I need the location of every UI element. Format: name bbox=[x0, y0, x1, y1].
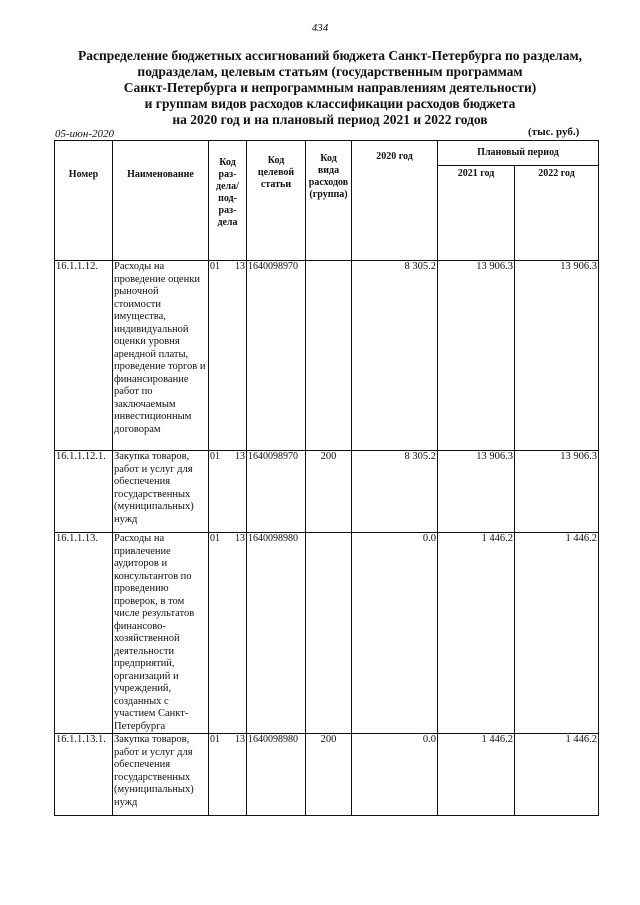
row-number: 16.1.1.12. bbox=[55, 261, 113, 451]
subsection-code: 13 bbox=[235, 261, 245, 272]
row-2022: 1 446.2 bbox=[515, 533, 599, 734]
page-number: 434 bbox=[311, 22, 329, 34]
title-line: Распределение бюджетных ассигнований бюджета Санкт-Петербурга по разделам, bbox=[77, 48, 583, 63]
row-2021: 13 906.3 bbox=[438, 451, 515, 533]
row-2021: 1 446.2 bbox=[438, 734, 515, 816]
row-name: Закупка товаров, работ и услуг для обеспечения государственных (муниципальных) нужд bbox=[113, 734, 209, 816]
row-target: 1640098970 bbox=[247, 451, 306, 533]
section-code: 01 bbox=[210, 734, 220, 745]
document-date: 05-июн-2020 bbox=[55, 128, 115, 140]
table-row bbox=[55, 451, 599, 533]
row-name: Закупка товаров, работ и услуг для обеспечения государственных (муниципальных) нужд bbox=[113, 451, 209, 533]
header-section-line: дела/ bbox=[216, 181, 239, 192]
row-name: Расходы на проведение оценки рыночной стоимости имущества, индивидуальной оценки уровня арендной платы, проведение торгов и финансирование работ по заключаемым инвестиционным договорам bbox=[113, 261, 209, 451]
header-target-line: статьи bbox=[260, 179, 292, 190]
header-target-line: целевой bbox=[257, 167, 295, 178]
budget-table bbox=[54, 140, 599, 816]
header-section-line: раз- bbox=[218, 169, 237, 180]
header-group-line: расходов bbox=[308, 177, 349, 188]
table-header-row bbox=[55, 141, 599, 166]
header-group-line: Код bbox=[320, 153, 337, 164]
header-section bbox=[209, 141, 247, 261]
row-2021: 13 906.3 bbox=[438, 261, 515, 451]
section-code: 01 bbox=[210, 261, 220, 272]
row-group: 200 bbox=[306, 451, 352, 533]
row-2020: 8 305.2 bbox=[352, 261, 438, 451]
header-2020: 2020 год bbox=[352, 141, 438, 261]
row-group bbox=[306, 533, 352, 734]
row-section bbox=[209, 533, 247, 734]
row-number: 16.1.1.13.1. bbox=[55, 734, 113, 816]
header-2022: 2022 год bbox=[515, 166, 599, 261]
row-name: Расходы на привлечение аудиторов и консультантов по проведению проверок, в том числе результатов финансово-хозяйственной деятельности предприятий, организаций и учреждений, созданных с участием Санкт-Петербурга bbox=[113, 533, 209, 734]
header-target-line: Код bbox=[267, 155, 285, 166]
subsection-code: 13 bbox=[235, 533, 245, 544]
header-number: Номер bbox=[55, 141, 113, 261]
title-line: на 2020 год и на плановый период 2021 и 2022 годов bbox=[172, 112, 488, 127]
row-number: 16.1.1.13. bbox=[55, 533, 113, 734]
subsection-code: 13 bbox=[235, 451, 245, 462]
header-section-line: Код bbox=[219, 157, 236, 168]
row-section bbox=[209, 734, 247, 816]
header-section-line: раз- bbox=[218, 205, 237, 216]
row-2022: 1 446.2 bbox=[515, 734, 599, 816]
row-target: 1640098980 bbox=[247, 533, 306, 734]
row-2020: 8 305.2 bbox=[352, 451, 438, 533]
table-row bbox=[55, 734, 599, 816]
header-target bbox=[247, 141, 306, 261]
units-label: (тыс. руб.) bbox=[528, 126, 580, 138]
row-2021: 1 446.2 bbox=[438, 533, 515, 734]
header-group-line: (группа) bbox=[309, 189, 348, 200]
title-line: Санкт-Петербурга и непрограммным направлениям деятельности) bbox=[123, 80, 537, 95]
section-code: 01 bbox=[210, 533, 220, 544]
row-2020: 0.0 bbox=[352, 533, 438, 734]
row-group: 200 bbox=[306, 734, 352, 816]
row-target: 1640098980 bbox=[247, 734, 306, 816]
row-section bbox=[209, 451, 247, 533]
title-line: и группам видов расходов классификации расходов бюджета bbox=[144, 96, 516, 111]
row-2020: 0.0 bbox=[352, 734, 438, 816]
header-section-line: под- bbox=[218, 193, 237, 204]
section-code: 01 bbox=[210, 451, 220, 462]
row-section bbox=[209, 261, 247, 451]
row-group bbox=[306, 261, 352, 451]
row-2022: 13 906.3 bbox=[515, 261, 599, 451]
header-name: Наименование bbox=[113, 141, 209, 261]
header-2021: 2021 год bbox=[438, 166, 515, 261]
header-group bbox=[306, 141, 352, 261]
document-title bbox=[40, 48, 620, 128]
row-2022: 13 906.3 bbox=[515, 451, 599, 533]
header-section-line: дела bbox=[217, 217, 238, 228]
header-group-line: вида bbox=[317, 165, 340, 176]
table-row bbox=[55, 261, 599, 451]
subsection-code: 13 bbox=[235, 734, 245, 745]
header-planned-period: Плановый период bbox=[438, 141, 599, 166]
title-line: подразделам, целевым статьям (государственным программам bbox=[137, 64, 523, 79]
table-row bbox=[55, 533, 599, 734]
row-number: 16.1.1.12.1. bbox=[55, 451, 113, 533]
row-target: 1640098970 bbox=[247, 261, 306, 451]
